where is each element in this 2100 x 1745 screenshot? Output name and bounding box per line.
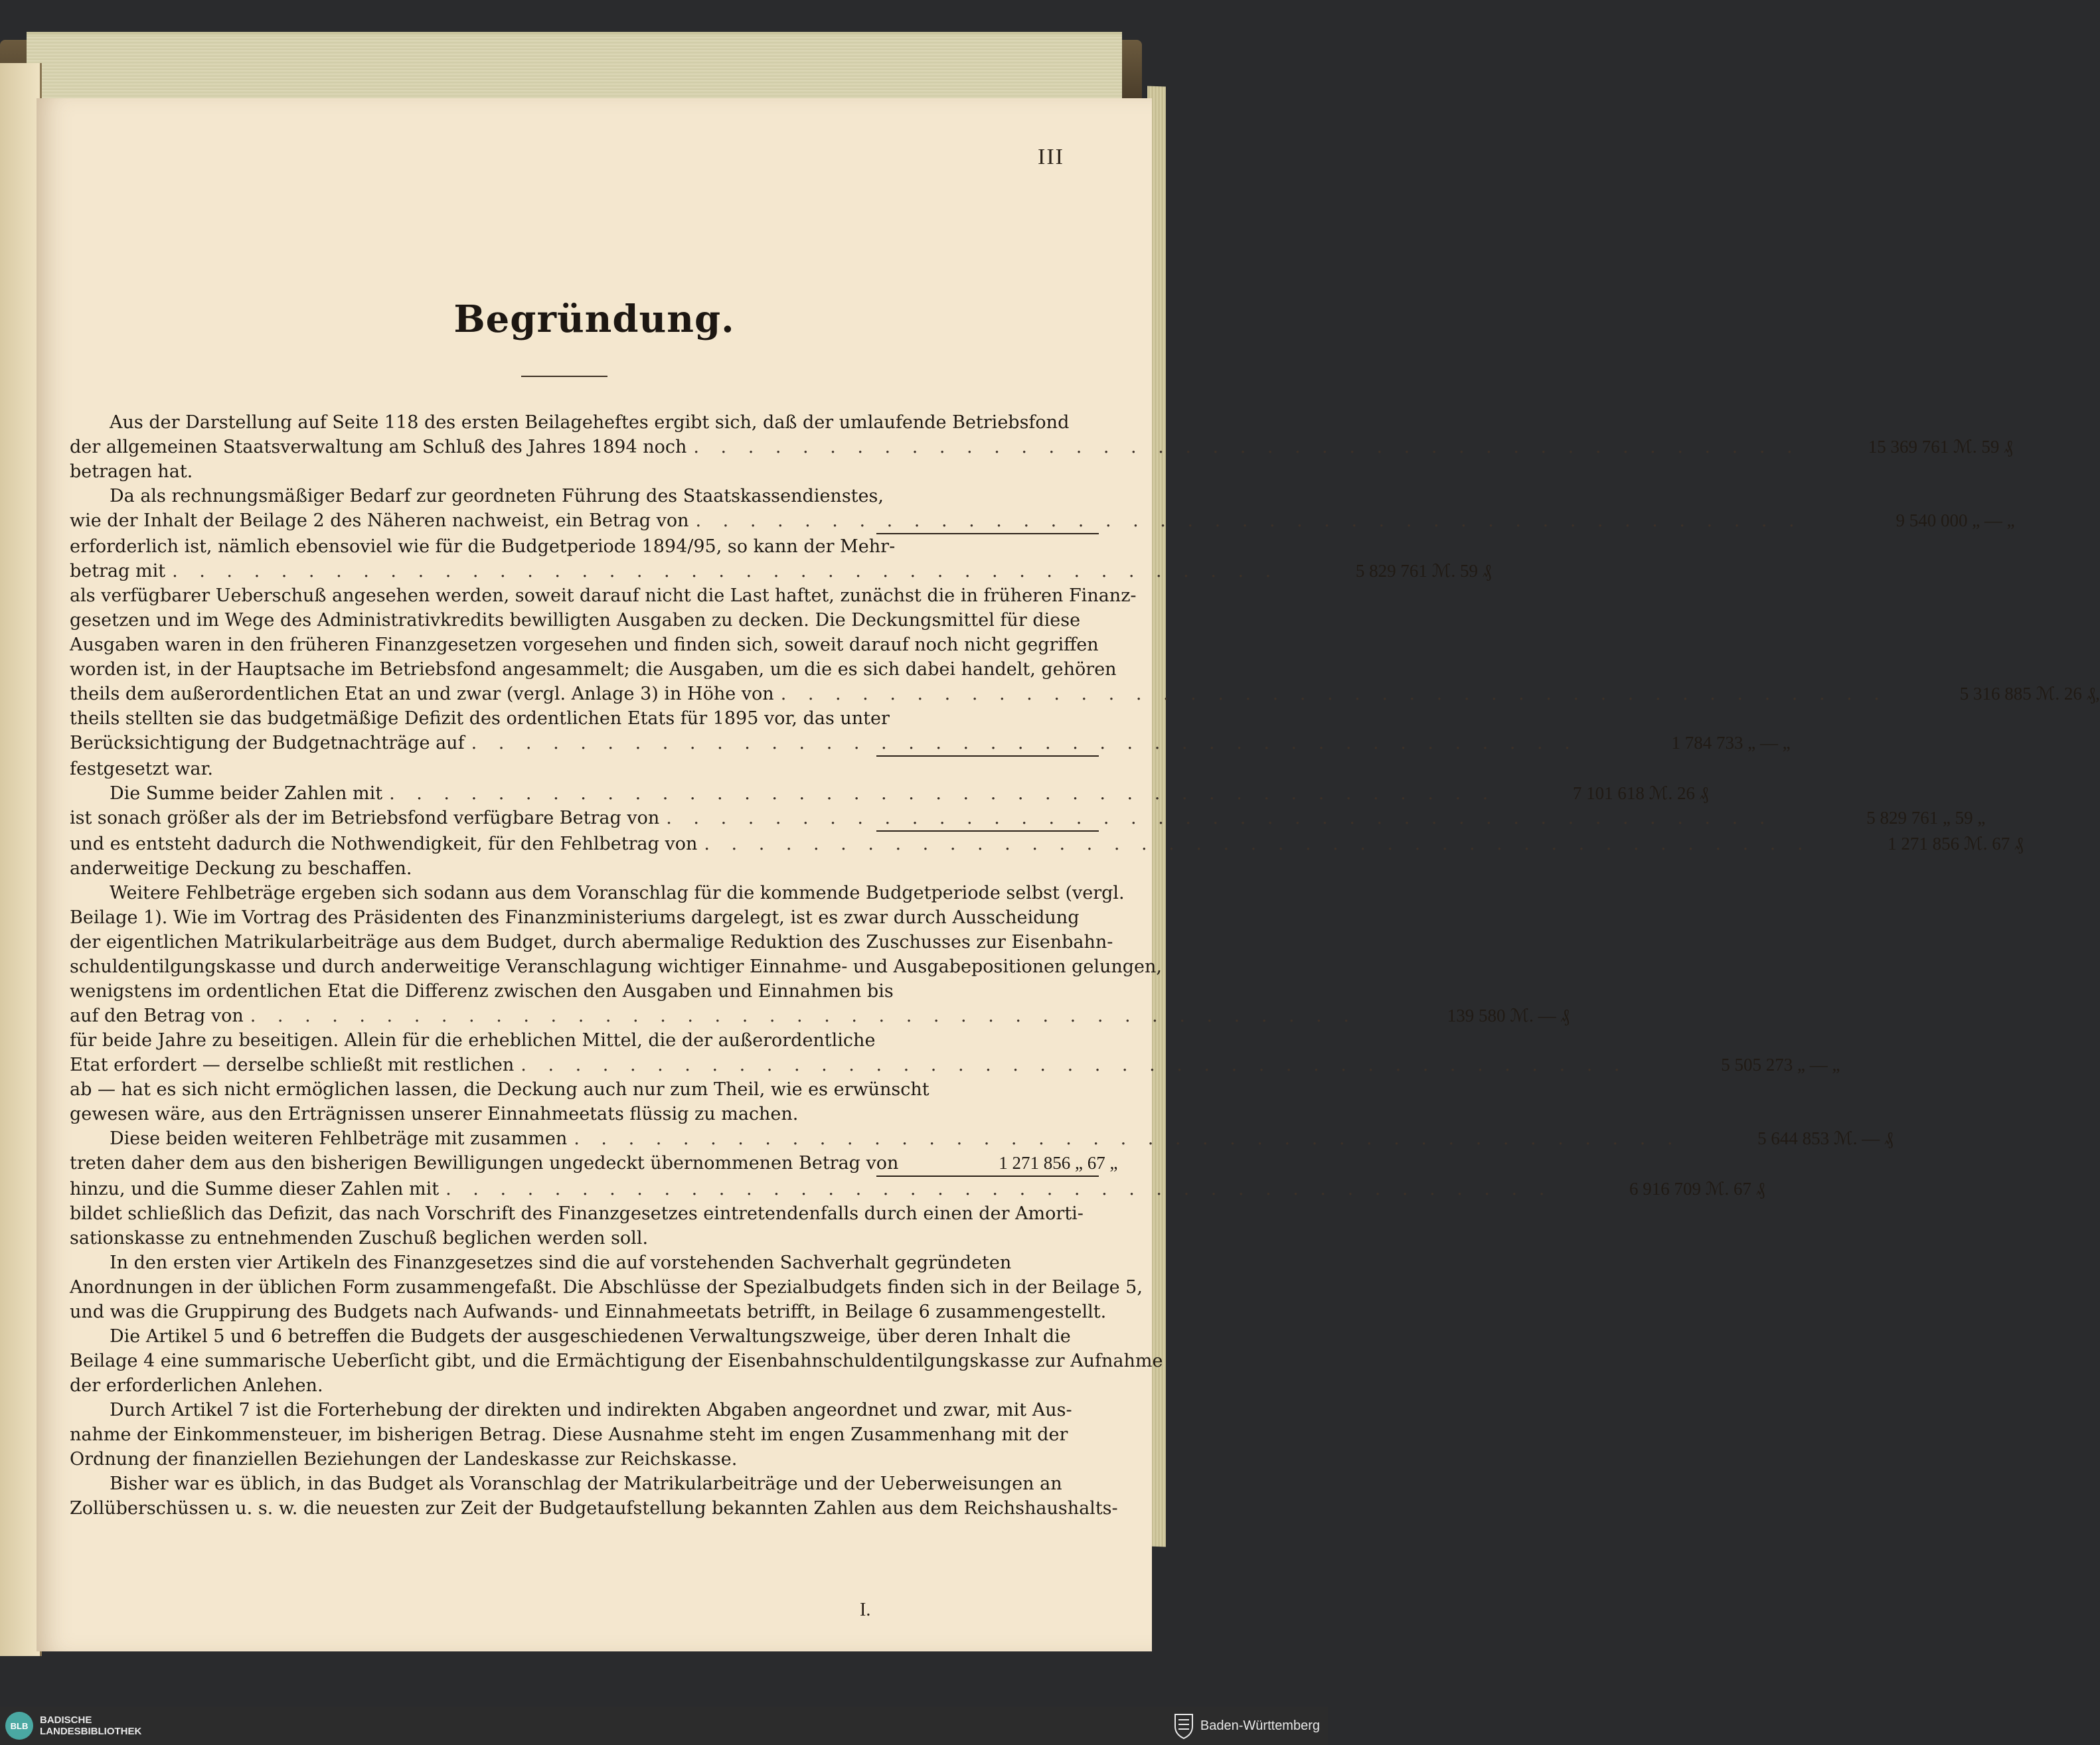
amount: 6 916 709 ℳ. 67 ₰ xyxy=(1629,1179,1765,1199)
text-line-content: Bisher war es üblich, in das Budget als Voranschlag der Matrikularbeiträge und der Ueberweisungen an xyxy=(110,1474,1062,1494)
text-line-content: und es entsteht dadurch die Nothwendigkeit, für den Fehlbetrag von xyxy=(70,834,698,854)
text-line xyxy=(70,930,1113,954)
crest-icon xyxy=(1172,1712,1195,1740)
text-line-content: Anordnungen in der üblichen Form zusammengefaßt. Die Abschlüsse der Spezialbudgets finden sich in der Beilage 5, xyxy=(70,1277,1143,1298)
text-line xyxy=(70,633,1099,657)
text-line-content: theils dem außerordentlichen Etat an und zwar (vergl. Anlage 3) in Höhe von xyxy=(70,684,774,704)
text-line-content: Aus der Darstellung auf Seite 118 des ersten Beilageheftes ergibt sich, daß der umlaufende Betriebsfond xyxy=(110,412,1070,433)
text-line-content: Etat erfordert — derselbe schließt mit restlichen xyxy=(70,1055,515,1075)
text-line-content: Ausgaben waren in den früheren Finanzgesetzen vorgesehen und finden sich, soweit darauf noch nicht gegriffen xyxy=(70,635,1099,655)
text-line-content: erforderlich ist, nämlich ebensoviel wie für die Budgetperiode 1894/95, so kann der Mehr- xyxy=(70,536,896,557)
text-line-content: Zollüberschüssen u. s. w. die neuesten zur Zeit der Budgetaufstellung bekannten Zahlen aus dem Reichshaushalts- xyxy=(70,1498,1118,1519)
text-line xyxy=(70,657,1117,682)
text-line xyxy=(70,410,1099,435)
text-line-content: der allgemeinen Staatsverwaltung am Schluß des Jahres 1894 noch xyxy=(70,437,687,457)
text-line xyxy=(70,731,1791,755)
text-line-content: Beilage 1). Wie im Vortrag des Präsidenten des Finanzministeriums dargelegt, ist es zwar durch Ausscheidung xyxy=(70,907,1080,928)
blb-logo[interactable] xyxy=(5,1712,141,1740)
text-line-content: anderweitige Deckung zu beschaffen. xyxy=(70,858,412,879)
amount: 7 101 618 ℳ. 26 ₰ xyxy=(1572,783,1709,803)
text-line xyxy=(70,1300,1107,1324)
text-line xyxy=(70,682,2100,706)
text-line xyxy=(70,706,1099,731)
text-line xyxy=(70,781,1709,806)
text-line xyxy=(70,1226,1099,1251)
text-line xyxy=(70,1126,1894,1151)
text-line-content: ist sonach größer als der im Betriebsfond verfügbare Betrag von xyxy=(70,808,660,828)
text-line-content: festgesetzt war. xyxy=(70,759,214,779)
text-line-content: als verfügbarer Ueberschuß angesehen werden, soweit darauf nicht die Last haftet, zunächst die in früheren Finanz- xyxy=(70,585,1137,606)
amount: 9 540 000 „ — „ xyxy=(1896,510,2015,530)
text-line-content: theils stellten sie das budgetmäßige Defizit des ordentlichen Etats für 1895 vor, das unter xyxy=(70,708,890,729)
amount: 5 829 761 „ 59 „ xyxy=(1866,808,1986,828)
text-line-content: In den ersten vier Artikeln des Finanzgesetzes sind die auf vorstehenden Sachverhalt gegründeten xyxy=(110,1252,1012,1273)
text-line xyxy=(70,484,1099,508)
text-line xyxy=(70,534,1099,559)
text-line-content: hinzu, und die Summe dieser Zahlen mit xyxy=(70,1179,440,1199)
leader-dots: . . . . . . . . . . . . . . . . . . . . . . . . . . . . . . . . . . . . . . . . . xyxy=(780,684,1888,704)
text-line xyxy=(70,1349,1163,1373)
text-line xyxy=(70,905,1099,930)
text-line xyxy=(70,435,2013,459)
text-line xyxy=(70,583,1137,608)
text-line xyxy=(70,1447,1099,1472)
leader-dots: . . . . . . . . . . . . . . . . . . . . . . . . . . . . . . . . . . . . . . . . . xyxy=(445,1179,1553,1199)
text-line xyxy=(70,508,2015,533)
text-line xyxy=(70,459,1099,484)
text-line-content: sationskasse zu entnehmenden Zuschuß beglichen werden soll. xyxy=(70,1228,649,1249)
text-line-content: Die Summe beider Zahlen mit xyxy=(110,783,383,804)
text-line xyxy=(70,1422,1099,1447)
leader-dots: . . . . . . . . . . . . . . . . . . . . . . . . . . . . . . . . . . . . . . . . . xyxy=(250,1006,1357,1026)
text-line xyxy=(70,979,1099,1004)
text-line xyxy=(70,757,1099,781)
text-line-content: wenigstens im ordentlichen Etat die Differenz zwischen den Ausgaben und Einnahmen bis xyxy=(70,981,894,1002)
text-line-content: treten daher dem aus den bisherigen Bewilligungen ungedeckt übernommenen Betrag von xyxy=(70,1153,899,1174)
title-rule xyxy=(521,376,607,377)
text-line xyxy=(70,1077,1099,1102)
text-line xyxy=(70,1275,1143,1300)
text-line-content: der eigentlichen Matrikularbeiträge aus dem Budget, durch abermalige Reduktion des Zuschusses zur Eisenbahn- xyxy=(70,932,1113,952)
blb-badge-icon: BLB xyxy=(5,1712,33,1740)
amount: 1 271 856 „ 67 „ xyxy=(999,1153,1118,1173)
text-line-content: worden ist, in der Hauptsache im Betriebsfond angesammelt; die Ausgaben, um die es sich dabei handelt, gehören xyxy=(70,659,1117,680)
leader-dots: . . . . . . . . . . . . . . . . . . . . . . . . . . . . . . . . . . . . . . . . . xyxy=(574,1128,1681,1149)
text-line xyxy=(70,559,1492,583)
text-line-content: Weitere Fehlbeträge ergeben sich sodann aus dem Voranschlag für die kommende Budgetperiode selbst (vergl. xyxy=(110,883,1125,903)
leader-dots: . . . . . . . . . . . . . . . . . . . . . . . . . . . . . . . . . . . . . . . . . xyxy=(172,561,1279,581)
text-line-content: betrag mit xyxy=(70,561,166,581)
text-line xyxy=(70,806,1986,830)
text-line-content: wie der Inhalt der Beilage 2 des Näheren nachweist, ein Betrag von xyxy=(70,510,689,531)
text-line xyxy=(70,1102,1099,1126)
text-line xyxy=(70,881,1125,905)
text-line-content: auf den Betrag von xyxy=(70,1006,244,1026)
page-number: III xyxy=(1038,145,1064,169)
page-title: Begründung. xyxy=(453,297,735,341)
leader-dots: . . . . . . . . . . . . . . . . . . . . . . . . . . . . . . . . . . . . . . . . . xyxy=(693,437,1801,457)
leader-dots: . . . . . . . . . . . . . . . . . . . . . . . . . . . . . . . . . . . . . . . . . xyxy=(666,808,1773,828)
amount: 5 829 761 ℳ. 59 ₰ xyxy=(1355,561,1492,581)
left-page-edge xyxy=(0,63,42,1656)
blb-label-line1: BADISCHE xyxy=(40,1714,92,1726)
text-line xyxy=(70,608,1099,633)
text-line-content: Berücksichtigung der Budgetnachträge auf xyxy=(70,733,465,753)
amount: 1 271 856 ℳ. 67 ₰ xyxy=(1888,834,2024,854)
body-text xyxy=(70,410,2100,1521)
bw-logo[interactable] xyxy=(1172,1712,1320,1740)
text-line-content: schuldentilgungskasse und durch anderweitige Veranschlagung wichtiger Einnahme- und Ausgabepositionen gelungen, xyxy=(70,956,1162,977)
text-line-content: gesetzen und im Wege des Administrativkredits bewilligten Ausgaben zu decken. Die Deckungsmittel für diese xyxy=(70,610,1081,631)
text-line xyxy=(70,1201,1099,1226)
text-line xyxy=(70,1028,1099,1053)
text-line xyxy=(70,1398,1099,1422)
leader-dots: . . . . . . . . . . . . . . . . . . . . . . . . . . . . . . . . . . . . . . . . . xyxy=(389,783,1496,804)
amount: 15 369 761 ℳ. 59 ₰ xyxy=(1868,437,2013,457)
text-line-content: ab — hat es sich nicht ermöglichen lassen, die Deckung auch nur zum Theil, wie es erwünscht xyxy=(70,1079,929,1100)
text-line xyxy=(70,1177,1765,1201)
text-line-content: Ordnung der finanziellen Beziehungen der Landeskasse zur Reichskasse. xyxy=(70,1449,738,1470)
text-line xyxy=(70,1251,1099,1275)
text-line xyxy=(70,832,2024,856)
bw-label: Baden-Württemberg xyxy=(1200,1718,1320,1733)
text-line-content: für beide Jahre zu beseitigen. Allein für die erheblichen Mittel, die der außerordentliche xyxy=(70,1030,876,1051)
document-page xyxy=(37,98,2100,1651)
text-line-content: bildet schließlich das Defizit, das nach Vorschrift des Finanzgesetzes eintretendenfalls durch einen der Amorti- xyxy=(70,1203,1084,1224)
signature-mark: I. xyxy=(860,1600,871,1620)
text-line xyxy=(70,1373,1099,1398)
amount: 5 505 273 „ — „ xyxy=(1721,1055,1840,1075)
text-line-content: nahme der Einkommensteuer, im bisherigen Betrag. Diese Ausnahme steht im engen Zusammenhang mit der xyxy=(70,1424,1068,1445)
text-line xyxy=(70,1151,1118,1176)
amount: 1 784 733 „ — „ xyxy=(1671,733,1791,753)
leader-dots: . . . . . . . . . . . . . . . . . . . . . . . . . . . . . . . . . . . . . . . . . xyxy=(471,733,1578,753)
text-line xyxy=(70,1324,1099,1349)
text-line-content: der erforderlichen Anlehen. xyxy=(70,1375,323,1396)
leader-dots: . . . . . . . . . . . . . . . . . . . . . . . . . . . . . . . . . . . . . . . . . xyxy=(695,510,1803,531)
text-line-content: Beilage 4 eine summarische Ueberſicht gibt, und die Ermächtigung der Eisenbahnschuldentilgungskasse zur Aufnahme xyxy=(70,1351,1163,1371)
text-line xyxy=(70,1004,1570,1028)
amount: 5 316 885 ℳ. 26 ₰, xyxy=(1959,684,2100,704)
amount: 5 644 853 ℳ. — ₰ xyxy=(1757,1128,1894,1148)
text-line-content: Da als rechnungsmäßiger Bedarf zur geordneten Führung des Staatskassendienstes, xyxy=(110,486,884,506)
footer-bar xyxy=(0,1707,1328,1745)
text-line xyxy=(70,1053,1840,1077)
page-edges xyxy=(27,32,1122,104)
text-line xyxy=(70,856,1099,881)
text-line-content: Die Artikel 5 und 6 betreffen die Budgets der ausgeschiedenen Verwaltungszweige, über deren Inhalt die xyxy=(110,1326,1071,1347)
leader-dots: . . . . . . . . . . . . . . . . . . . . . . . . . . . . . . . . . . . . . . . . . xyxy=(521,1055,1628,1075)
text-line xyxy=(70,1496,1118,1521)
text-line-content: betragen hat. xyxy=(70,461,193,482)
text-line-content: und was die Gruppirung des Budgets nach Aufwands- und Einnahmeetats betrifft, in Beilage 6 zusammengestellt. xyxy=(70,1302,1107,1322)
text-line-content: gewesen wäre, aus den Erträgnissen unserer Einnahmeetats flüssig zu machen. xyxy=(70,1104,799,1124)
leader-dots: . . . . . . . . . . . . . . . . . . . . . . . . . . . . . . . . . . . . . . . . . xyxy=(704,834,1811,854)
blb-label-line2: LANDESBIBLIOTHEK xyxy=(40,1726,142,1737)
text-line xyxy=(70,954,1162,979)
blb-label xyxy=(40,1714,141,1737)
text-line-content: Diese beiden weiteren Fehlbeträge mit zusammen xyxy=(110,1128,568,1149)
amount: 139 580 ℳ. — ₰ xyxy=(1447,1006,1570,1025)
text-line xyxy=(70,1472,1099,1496)
text-line-content: Durch Artikel 7 ist die Forterhebung der direkten und indirekten Abgaben angeordnet und zwar, mit Aus- xyxy=(110,1400,1072,1420)
